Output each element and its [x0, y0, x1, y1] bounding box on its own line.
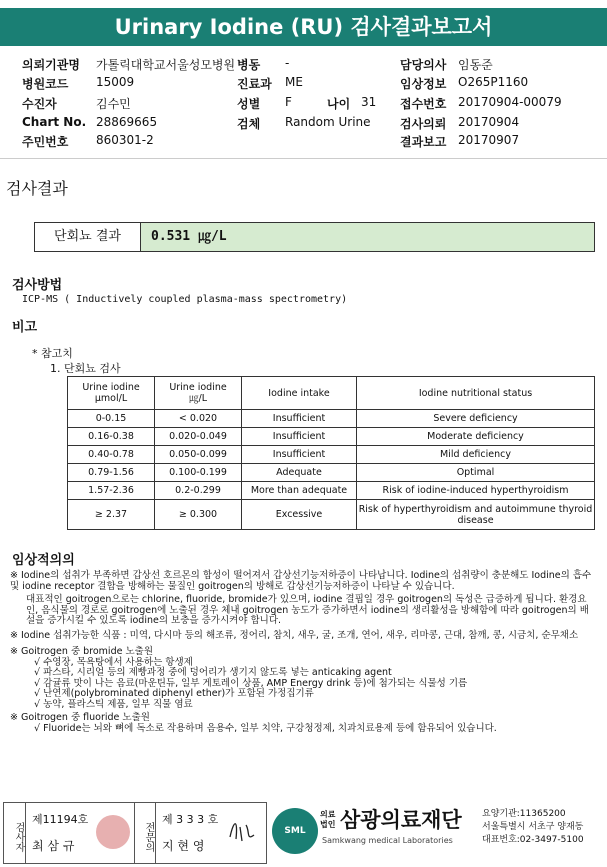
age-label: 나이: [327, 97, 351, 111]
table-cell: Adequate: [242, 464, 357, 482]
table-row: [68, 428, 595, 446]
table-row: [68, 464, 595, 482]
table-cell: Moderate deficiency: [357, 428, 595, 446]
bromide-item: √ 파스타, 시리얼 등의 제빵과정 중에 덩어리가 생기지 않도록 넣는 anticaking agent: [34, 667, 392, 678]
table-cell: 0.2-0.299: [155, 482, 242, 500]
remarks-title: 비고: [12, 320, 38, 335]
hospital-label: 의뢰기관명: [22, 58, 80, 72]
ref-subtitle: 1. 단회뇨 검사: [50, 362, 121, 375]
fluoride-item: √ Fluoride는 뇌와 뼈에 독소로 작용하며 음용수, 일부 치약, 구강청정제, 치과치료용제 등에 함유되어 있습니다.: [34, 722, 497, 734]
org-code: 요양기관:11365200: [482, 809, 566, 819]
bromide-item: √ 수영장, 목욕탕에서 사용하는 항생제: [34, 656, 193, 668]
table-cell: Risk of iodine-induced hyperthyroidism: [357, 482, 595, 500]
org-address: 서울특별시 서초구 양재동: [482, 822, 584, 832]
id-value: 860301-2: [96, 133, 154, 147]
org-name: 삼광의료재단: [340, 808, 462, 832]
clinical-p3: ※ Iodine 섭취가능한 식품 : 미역, 다시마 등의 해조류, 정어리, 참치, 새우, 굴, 조개, 연어, 새우, 리마콩, 근대, 참깨, 콩, 시금치, 순무채소: [10, 629, 579, 641]
doctor-value: 임동준: [458, 58, 493, 72]
age-value: 31: [361, 95, 377, 109]
patient-value: 김수민: [96, 97, 131, 111]
org-english: Samkwang medical Laboratories: [322, 836, 453, 845]
report-date-value: 20170907: [458, 133, 520, 147]
clinical-info-value: O265P1160: [458, 75, 529, 89]
clinical-p2: 대표적인 goitrogen으로는 chlorine, fluoride, bromide가 있으며, iodine 결핍일 경우 goitrogen의 독성은 급증하게 됩니다. 환경요인, 음식물의 경로로 goitrogen에 노출된 경우 체내 goitrogen 농도가 증가하면서 iodine의 생리활성을 방해함에 따라 goitrogen의 배설을 증가시킬 수 있도록 iodine의 보충을 증가시켜야 합니다.: [26, 594, 589, 626]
result-box: [34, 222, 595, 252]
signature-icon: [226, 817, 258, 845]
table-cell: Optimal: [357, 464, 595, 482]
table-cell: ≥ 2.37: [68, 500, 155, 530]
ward-label: 병동: [237, 58, 261, 72]
method-text: ICP-MS ( Inductively coupled plasma-mass spectrometry): [22, 294, 348, 305]
id-label: 주민번호: [22, 135, 69, 149]
col-header-status: Iodine nutritional status: [357, 377, 595, 410]
clinical-info-label: 임상정보: [400, 77, 447, 91]
tester-name: 최 삼 규: [32, 839, 75, 853]
org-phone: 대표번호:02-3497-5100: [482, 835, 584, 845]
bromide-item: √ 난연제(polybrominated diphenyl ether)가 포함된 가정집기류: [34, 688, 314, 699]
sex-label: 성별: [237, 97, 261, 111]
col-header-umol: Urine iodine μmol/L: [68, 377, 155, 410]
dept-value: ME: [285, 75, 303, 89]
receipt-value: 20170904-00079: [458, 95, 562, 109]
table-cell: More than adequate: [242, 482, 357, 500]
method-title: 검사방법: [12, 278, 63, 293]
table-cell: Risk of hyperthyroidism and autoimmune thyroid disease: [357, 500, 595, 530]
hosp-code-value: 15009: [96, 75, 135, 89]
report-title: Urinary Iodine (RU) 검사결과보고서: [0, 8, 607, 46]
sex-value: F: [285, 95, 292, 109]
table-cell: ≥ 0.300: [155, 500, 242, 530]
table-cell: 0.16-0.38: [68, 428, 155, 446]
ref-note: * 참고치: [32, 347, 73, 360]
tester-label: 검사자: [4, 803, 26, 863]
table-cell: Severe deficiency: [357, 410, 595, 428]
specimen-value: Random Urine: [285, 115, 371, 129]
table-cell: Excessive: [242, 500, 357, 530]
table-cell: 0.40-0.78: [68, 446, 155, 464]
report-date-label: 결과보고: [400, 135, 447, 149]
footer: [0, 800, 607, 867]
hospital-value: 가톨릭대학교서울성모병원: [96, 58, 236, 72]
org-prefix: 의료법인: [320, 810, 336, 829]
specimen-label: 검체: [237, 117, 261, 131]
specialist-license: 제 3 3 3 호: [162, 813, 219, 826]
clinical-body: [10, 571, 597, 734]
doctor-label: 담당의사: [400, 58, 447, 72]
org-logo-icon: SML: [272, 808, 318, 854]
table-cell: < 0.020: [155, 410, 242, 428]
request-value: 20170904: [458, 115, 520, 129]
tester-license: 제11194호: [32, 813, 89, 826]
table-cell: 0.79-1.56: [68, 464, 155, 482]
table-cell: Insufficient: [242, 446, 357, 464]
header-divider: [0, 158, 607, 159]
table-cell: Mild deficiency: [357, 446, 595, 464]
table-row: [68, 410, 595, 428]
specialist-label: 전문의: [134, 803, 156, 863]
bromide-item: √ 농약, 플라스틱 제품, 일부 직물 염료: [34, 698, 193, 710]
col-header-intake: Iodine intake: [242, 377, 357, 410]
table-row: [68, 482, 595, 500]
result-label: 단회뇨 결과: [35, 223, 141, 251]
table-row: [68, 446, 595, 464]
dept-label: 진료과: [237, 77, 272, 91]
org-contact: [482, 808, 584, 847]
table-cell: 0.020-0.049: [155, 428, 242, 446]
table-header-row: [68, 377, 595, 410]
col-header-ug: Urine iodine ㎍/L: [155, 377, 242, 410]
specialist-name: 지 현 영: [162, 839, 205, 853]
signature-box: [3, 802, 267, 864]
table-row: [68, 500, 595, 530]
reference-table: [67, 376, 595, 530]
result-value: 0.531 ㎍/L: [141, 223, 594, 251]
fluoride-title: ※ Goitrogen 중 fluoride 노출원: [10, 712, 150, 723]
table-cell: Insufficient: [242, 428, 357, 446]
clinical-title: 임상적의의: [12, 553, 75, 568]
chart-label: Chart No.: [22, 115, 87, 129]
bromide-title: ※ Goitrogen 중 bromide 노출원: [10, 646, 153, 657]
table-cell: 1.57-2.36: [68, 482, 155, 500]
bromide-item: √ 감귤류 맛이 나는 음료(마운틴듀, 일부 게토레이 상품, AMP Energy drink 등)에 첨가되는 식물성 기름: [34, 677, 468, 689]
patient-label: 수진자: [22, 97, 57, 111]
ward-value: -: [285, 56, 290, 70]
receipt-label: 접수번호: [400, 97, 447, 111]
table-cell: 0-0.15: [68, 410, 155, 428]
result-section-title: 검사결과: [6, 179, 68, 198]
chart-value: 28869665: [96, 115, 158, 129]
table-cell: Insufficient: [242, 410, 357, 428]
table-cell: 0.050-0.099: [155, 446, 242, 464]
tester-seal-icon: [96, 815, 130, 849]
clinical-p1: ※ Iodine의 섭취가 부족하면 갑상선 호르몬의 합성이 떨어져서 갑상선기능저하증이 나타납니다. Iodine의 섭취량이 충분해도 Iodine의 흡수 및 iodine receptor 결합을 방해하는 물질인 goitrogen의 방해로 갑상선기능저하증이 나타날 수 있습니다.: [10, 570, 592, 592]
request-label: 검사의뢰: [400, 117, 447, 131]
table-cell: 0.100-0.199: [155, 464, 242, 482]
hosp-code-label: 병원코드: [22, 77, 69, 91]
